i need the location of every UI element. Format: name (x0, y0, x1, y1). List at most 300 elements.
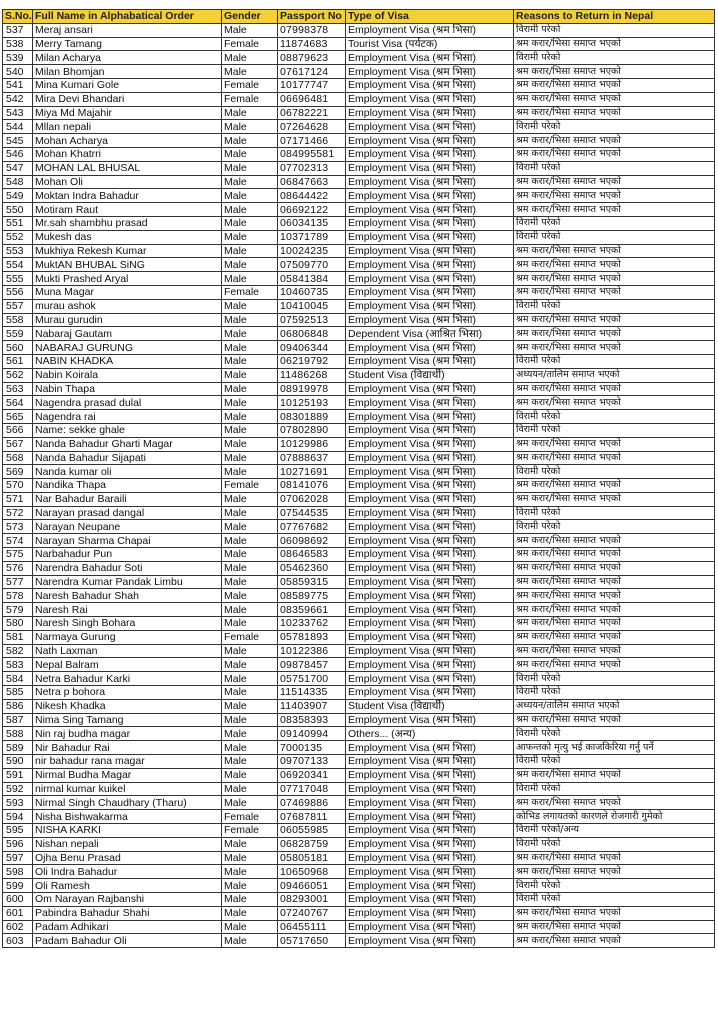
full-name-cell: Milan Acharya (33, 51, 222, 65)
full-name-cell: murau ashok (33, 299, 222, 313)
visa-type-cell: Employment Visa (श्रम भिसा) (346, 120, 514, 134)
serial-number-cell: 565 (3, 410, 33, 424)
serial-number-cell: 597 (3, 851, 33, 865)
table-row (3, 824, 715, 838)
serial-number-cell: 553 (3, 244, 33, 258)
gender-cell: Male (222, 520, 278, 534)
serial-number-cell: 577 (3, 575, 33, 589)
return-reason-cell: विरामी परेको (514, 506, 715, 520)
table-row (3, 313, 715, 327)
visa-type-cell: Employment Visa (श्रम भिसा) (346, 713, 514, 727)
full-name-cell: Naresh Bahadur Shah (33, 589, 222, 603)
visa-type-cell: Employment Visa (श्रम भिसा) (346, 78, 514, 92)
passport-number-cell: 10233762 (278, 617, 346, 631)
visa-type-cell: Employment Visa (श्रम भिसा) (346, 630, 514, 644)
return-reason-cell: श्रम करार/भिसा समाप्त भएको (514, 630, 715, 644)
return-reason-cell: विरामी परेको (514, 893, 715, 907)
return-reason-cell: श्रम करार/भिसा समाप्त भएको (514, 492, 715, 506)
serial-number-cell: 587 (3, 713, 33, 727)
passport-number-cell: 10177747 (278, 78, 346, 92)
gender-cell: Male (222, 768, 278, 782)
table-row (3, 672, 715, 686)
full-name-cell: Oli Indra Bahadur (33, 865, 222, 879)
visa-type-cell: Employment Visa (श्रम भिसा) (346, 534, 514, 548)
serial-number-cell: 602 (3, 920, 33, 934)
full-name-cell: Nath Laxman (33, 644, 222, 658)
passport-number-cell: 07687811 (278, 810, 346, 824)
gender-cell: Male (222, 865, 278, 879)
full-name-cell: Narbahadur Pun (33, 548, 222, 562)
passport-number-cell: 09878457 (278, 658, 346, 672)
return-reason-cell: श्रम करार/भिसा समाप्त भएको (514, 396, 715, 410)
return-reason-cell: श्रम करार/भिसा समाप्त भएको (514, 437, 715, 451)
gender-cell: Male (222, 837, 278, 851)
visa-type-cell: Student Visa (विद्यार्थी) (346, 699, 514, 713)
serial-number-cell: 592 (3, 782, 33, 796)
serial-number-cell: 557 (3, 299, 33, 313)
serial-number-cell: 583 (3, 658, 33, 672)
visa-type-cell: Employment Visa (श्रम भिसा) (346, 741, 514, 755)
serial-number-cell: 601 (3, 906, 33, 920)
return-reason-cell: श्रम करार/भिसा समाप्त भएको (514, 78, 715, 92)
full-name-cell: MuktAN BHUBAL SiNG (33, 258, 222, 272)
passport-number-cell: 07544535 (278, 506, 346, 520)
return-reason-cell: श्रम करार/भिसा समाप्त भएको (514, 575, 715, 589)
gender-cell: Male (222, 299, 278, 313)
table-row (3, 285, 715, 299)
return-reason-cell: अध्ययन/तालिम समाप्त भएको (514, 368, 715, 382)
passport-number-cell: 06219792 (278, 354, 346, 368)
table-row (3, 686, 715, 700)
passport-number-cell: 07702313 (278, 161, 346, 175)
visa-type-cell: Employment Visa (श्रम भिसा) (346, 244, 514, 258)
serial-number-cell: 544 (3, 120, 33, 134)
gender-cell: Male (222, 699, 278, 713)
gender-cell: Male (222, 934, 278, 948)
table-row (3, 934, 715, 948)
table-row (3, 506, 715, 520)
return-reason-cell: विरामी परेको (514, 51, 715, 65)
full-name-cell: Mr.sah shambhu prasad (33, 216, 222, 230)
serial-number-cell: 549 (3, 189, 33, 203)
serial-number-cell: 603 (3, 934, 33, 948)
table-row (3, 893, 715, 907)
return-reason-cell: श्रम करार/भिसा समाप्त भएको (514, 934, 715, 948)
full-name-cell: Nagendra prasad dulal (33, 396, 222, 410)
visa-type-cell: Employment Visa (श्रम भिसा) (346, 824, 514, 838)
passport-number-cell: 08293001 (278, 893, 346, 907)
table-row (3, 134, 715, 148)
passport-number-cell: 06828759 (278, 837, 346, 851)
gender-cell: Male (222, 120, 278, 134)
gender-cell: Male (222, 368, 278, 382)
table-row (3, 630, 715, 644)
passport-number-cell: 06920341 (278, 768, 346, 782)
gender-cell: Male (222, 437, 278, 451)
return-reason-cell: विरामी परेको (514, 727, 715, 741)
passport-number-cell: 09406344 (278, 341, 346, 355)
serial-number-cell: 580 (3, 617, 33, 631)
table-row (3, 120, 715, 134)
serial-number-cell: 550 (3, 203, 33, 217)
full-name-cell: Nisha Bishwakarma (33, 810, 222, 824)
header-sn: S.No. (3, 10, 33, 24)
passport-number-cell: 09466051 (278, 879, 346, 893)
visa-type-cell: Employment Visa (श्रम भिसा) (346, 106, 514, 120)
return-reason-cell: श्रम करार/भिसा समाप्त भएको (514, 851, 715, 865)
table-row (3, 203, 715, 217)
full-name-cell: Narayan prasad dangal (33, 506, 222, 520)
serial-number-cell: 543 (3, 106, 33, 120)
table-row (3, 382, 715, 396)
gender-cell: Female (222, 630, 278, 644)
serial-number-cell: 552 (3, 230, 33, 244)
serial-number-cell: 586 (3, 699, 33, 713)
return-reason-cell: श्रम करार/भिसा समाप्त भएको (514, 313, 715, 327)
serial-number-cell: 594 (3, 810, 33, 824)
full-name-cell: NABIN KHADKA (33, 354, 222, 368)
visa-type-cell: Employment Visa (श्रम भिसा) (346, 203, 514, 217)
gender-cell: Male (222, 396, 278, 410)
return-reason-cell: विरामी परेको (514, 782, 715, 796)
gender-cell: Male (222, 672, 278, 686)
passport-number-cell: 08879623 (278, 51, 346, 65)
table-row (3, 617, 715, 631)
passport-number-cell: 08301889 (278, 410, 346, 424)
serial-number-cell: 573 (3, 520, 33, 534)
table-row (3, 796, 715, 810)
passport-number-cell: 10460735 (278, 285, 346, 299)
table-row (3, 520, 715, 534)
table-row (3, 920, 715, 934)
full-name-cell: Mukhiya Rekesh Kumar (33, 244, 222, 258)
table-row (3, 810, 715, 824)
gender-cell: Male (222, 65, 278, 79)
serial-number-cell: 546 (3, 147, 33, 161)
full-name-cell: nirmal kumar kuikel (33, 782, 222, 796)
return-reason-cell: विरामी परेको (514, 120, 715, 134)
return-reason-cell: श्रम करार/भिसा समाप्त भएको (514, 175, 715, 189)
return-reason-cell: श्रम करार/भिसा समाप्त भएको (514, 479, 715, 493)
serial-number-cell: 560 (3, 341, 33, 355)
gender-cell: Female (222, 285, 278, 299)
passport-number-cell: 08646583 (278, 548, 346, 562)
return-reason-cell: श्रम करार/भिसा समाप्त भएको (514, 906, 715, 920)
full-name-cell: Oli Ramesh (33, 879, 222, 893)
return-reason-cell: विरामी परेको (514, 879, 715, 893)
full-name-cell: Mira Devi Bhandari (33, 92, 222, 106)
return-reason-cell: श्रम करार/भिसा समाप्त भएको (514, 327, 715, 341)
visa-type-cell: Others... (अन्य) (346, 727, 514, 741)
table-row (3, 65, 715, 79)
gender-cell: Male (222, 851, 278, 865)
serial-number-cell: 585 (3, 686, 33, 700)
visa-type-cell: Employment Visa (श्रम भिसा) (346, 410, 514, 424)
table-row (3, 451, 715, 465)
visa-type-cell: Employment Visa (श्रम भिसा) (346, 437, 514, 451)
visa-type-cell: Employment Visa (श्रम भिसा) (346, 686, 514, 700)
visa-type-cell: Employment Visa (श्रम भिसा) (346, 396, 514, 410)
gender-cell: Female (222, 92, 278, 106)
gender-cell: Male (222, 603, 278, 617)
passport-number-cell: 06055985 (278, 824, 346, 838)
passport-number-cell: 05781893 (278, 630, 346, 644)
visa-type-cell: Employment Visa (श्रम भिसा) (346, 644, 514, 658)
return-reason-cell: श्रम करार/भिसा समाप्त भएको (514, 589, 715, 603)
full-name-cell: Motiram Raut (33, 203, 222, 217)
passport-number-cell: 10125193 (278, 396, 346, 410)
return-reason-cell: श्रम करार/भिसा समाप्त भएको (514, 244, 715, 258)
gender-cell: Male (222, 147, 278, 161)
full-name-cell: Narendra Kumar Pandak Limbu (33, 575, 222, 589)
table-row (3, 755, 715, 769)
table-row (3, 272, 715, 286)
serial-number-cell: 599 (3, 879, 33, 893)
serial-number-cell: 570 (3, 479, 33, 493)
gender-cell: Male (222, 658, 278, 672)
table-row (3, 396, 715, 410)
return-reason-cell: श्रम करार/भिसा समाप्त भएको (514, 534, 715, 548)
full-name-cell: Pabindra Bahadur Shahi (33, 906, 222, 920)
passport-number-cell: 07888637 (278, 451, 346, 465)
passport-number-cell: 10271691 (278, 465, 346, 479)
return-reason-cell: श्रम करार/भिसा समाप्त भएको (514, 285, 715, 299)
passport-number-cell: 11514335 (278, 686, 346, 700)
full-name-cell: Nirmal Budha Magar (33, 768, 222, 782)
table-row (3, 327, 715, 341)
return-reason-cell: विरामी परेको (514, 686, 715, 700)
return-reason-cell: श्रम करार/भिसा समाप्त भएको (514, 272, 715, 286)
gender-cell: Male (222, 230, 278, 244)
passport-number-cell: 07264628 (278, 120, 346, 134)
gender-cell: Male (222, 23, 278, 37)
table-row (3, 548, 715, 562)
passport-number-cell: 08358393 (278, 713, 346, 727)
full-name-cell: Narayan Sharma Chapai (33, 534, 222, 548)
return-reason-cell: कोभिड लगायतको कारणले रोजगारी गुमेको (514, 810, 715, 824)
serial-number-cell: 588 (3, 727, 33, 741)
full-name-cell: Nishan nepali (33, 837, 222, 851)
table-row (3, 906, 715, 920)
full-name-cell: Nir Bahadur Rai (33, 741, 222, 755)
gender-cell: Male (222, 548, 278, 562)
passport-number-cell: 06455111 (278, 920, 346, 934)
gender-cell: Female (222, 78, 278, 92)
passport-number-cell: 07062028 (278, 492, 346, 506)
passport-number-cell: 06806848 (278, 327, 346, 341)
serial-number-cell: 539 (3, 51, 33, 65)
visa-type-cell: Employment Visa (श्रम भिसा) (346, 354, 514, 368)
return-reason-cell: विरामी परेको/अन्य (514, 824, 715, 838)
visa-type-cell: Employment Visa (श्रम भिसा) (346, 617, 514, 631)
return-reason-cell: श्रम करार/भिसा समाप्त भएको (514, 382, 715, 396)
visa-type-cell: Employment Visa (श्रम भिसा) (346, 906, 514, 920)
passport-number-cell: 05841384 (278, 272, 346, 286)
full-name-cell: Mukti Prashed Aryal (33, 272, 222, 286)
serial-number-cell: 541 (3, 78, 33, 92)
passport-number-cell: 07767682 (278, 520, 346, 534)
return-reason-cell: श्रम करार/भिसा समाप्त भएको (514, 617, 715, 631)
visa-type-cell: Employment Visa (श्रम भिसा) (346, 189, 514, 203)
visa-type-cell: Employment Visa (श्रम भिसा) (346, 934, 514, 948)
full-name-cell: Netra Bahadur Karki (33, 672, 222, 686)
visa-type-cell: Employment Visa (श्रम भिसा) (346, 589, 514, 603)
table-row (3, 354, 715, 368)
header-reason: Reasons to Return in Nepal (514, 10, 715, 24)
return-reason-cell: श्रम करार/भिसा समाप्त भएको (514, 147, 715, 161)
visa-type-cell: Employment Visa (श्रम भिसा) (346, 147, 514, 161)
full-name-cell: Milan Bhomjan (33, 65, 222, 79)
visa-type-cell: Employment Visa (श्रम भिसा) (346, 285, 514, 299)
full-name-cell: Moktan Indra Bahadur (33, 189, 222, 203)
visa-type-cell: Employment Visa (श्रम भिसा) (346, 865, 514, 879)
full-name-cell: Nanda kumar oli (33, 465, 222, 479)
gender-cell: Male (222, 644, 278, 658)
gender-cell: Male (222, 617, 278, 631)
passport-number-cell: 05859315 (278, 575, 346, 589)
table-row (3, 161, 715, 175)
return-reason-cell: विरामी परेको (514, 216, 715, 230)
gender-cell: Male (222, 575, 278, 589)
return-reason-cell: श्रम करार/भिसा समाप्त भएको (514, 658, 715, 672)
serial-number-cell: 554 (3, 258, 33, 272)
gender-cell: Male (222, 244, 278, 258)
visa-type-cell: Employment Visa (श्रम भिसा) (346, 258, 514, 272)
table-row (3, 644, 715, 658)
return-reason-cell: श्रम करार/भिसा समाप्त भएको (514, 106, 715, 120)
visa-type-cell: Employment Visa (श्रम भिसा) (346, 479, 514, 493)
full-name-cell: Nabin Koirala (33, 368, 222, 382)
visa-type-cell: Employment Visa (श्रम भिसा) (346, 492, 514, 506)
full-name-cell: Nepal Balram (33, 658, 222, 672)
serial-number-cell: 572 (3, 506, 33, 520)
gender-cell: Female (222, 479, 278, 493)
return-reason-cell: विरामी परेको (514, 410, 715, 424)
gender-cell: Male (222, 561, 278, 575)
passport-number-cell: 08359661 (278, 603, 346, 617)
serial-number-cell: 540 (3, 65, 33, 79)
gender-cell: Male (222, 216, 278, 230)
gender-cell: Male (222, 534, 278, 548)
header-gender: Gender (222, 10, 278, 24)
passport-number-cell: 06098692 (278, 534, 346, 548)
full-name-cell: Nikesh Khadka (33, 699, 222, 713)
serial-number-cell: 600 (3, 893, 33, 907)
serial-number-cell: 545 (3, 134, 33, 148)
header-passport: Passport No (278, 10, 346, 24)
table-row (3, 92, 715, 106)
table-row (3, 851, 715, 865)
serial-number-cell: 561 (3, 354, 33, 368)
visa-type-cell: Employment Visa (श्रम भिसा) (346, 161, 514, 175)
passport-number-cell: 10371789 (278, 230, 346, 244)
table-row (3, 713, 715, 727)
passport-number-cell: 08141076 (278, 479, 346, 493)
gender-cell: Male (222, 713, 278, 727)
table-row (3, 175, 715, 189)
gender-cell: Male (222, 893, 278, 907)
serial-number-cell: 548 (3, 175, 33, 189)
header-name: Full Name in Alphabatical Order (33, 10, 222, 24)
passport-number-cell: 10410045 (278, 299, 346, 313)
return-reason-cell: श्रम करार/भिसा समाप्त भएको (514, 603, 715, 617)
return-reason-cell: श्रम करार/भिसा समाप्त भएको (514, 189, 715, 203)
table-row (3, 78, 715, 92)
passport-number-cell: 07617124 (278, 65, 346, 79)
visa-type-cell: Employment Visa (श्रम भिसा) (346, 782, 514, 796)
serial-number-cell: 547 (3, 161, 33, 175)
table-row (3, 258, 715, 272)
serial-number-cell: 556 (3, 285, 33, 299)
table-row (3, 492, 715, 506)
serial-number-cell: 559 (3, 327, 33, 341)
visa-type-cell: Employment Visa (श्रम भिसा) (346, 561, 514, 575)
table-row (3, 147, 715, 161)
gender-cell: Male (222, 755, 278, 769)
return-reason-cell: विरामी परेको (514, 23, 715, 37)
full-name-cell: Nar Bahadur Baraili (33, 492, 222, 506)
gender-cell: Male (222, 686, 278, 700)
table-row (3, 741, 715, 755)
gender-cell: Male (222, 506, 278, 520)
table-row (3, 534, 715, 548)
passport-number-cell: 06782221 (278, 106, 346, 120)
serial-number-cell: 563 (3, 382, 33, 396)
full-name-cell: Ojha Benu Prasad (33, 851, 222, 865)
gender-cell: Male (222, 589, 278, 603)
table-row (3, 837, 715, 851)
serial-number-cell: 581 (3, 630, 33, 644)
full-name-cell: Nanda Bahadur Gharti Magar (33, 437, 222, 451)
full-name-cell: Miya Md Majahir (33, 106, 222, 120)
passport-number-cell: 07509770 (278, 258, 346, 272)
table-row (3, 575, 715, 589)
visa-type-cell: Employment Visa (श्रम भिसा) (346, 341, 514, 355)
table-row (3, 423, 715, 437)
table-row (3, 479, 715, 493)
table-row (3, 727, 715, 741)
full-name-cell: NABARAJ GURUNG (33, 341, 222, 355)
returnee-table (2, 9, 715, 948)
gender-cell: Male (222, 175, 278, 189)
passport-number-cell: 07717048 (278, 782, 346, 796)
passport-number-cell: 11486268 (278, 368, 346, 382)
serial-number-cell: 551 (3, 216, 33, 230)
gender-cell: Male (222, 134, 278, 148)
gender-cell: Male (222, 258, 278, 272)
serial-number-cell: 574 (3, 534, 33, 548)
visa-type-cell: Employment Visa (श्रम भिसा) (346, 755, 514, 769)
full-name-cell: Nirmal Singh Chaudhary (Tharu) (33, 796, 222, 810)
table-row (3, 782, 715, 796)
full-name-cell: Padam Bahadur Oli (33, 934, 222, 948)
passport-number-cell: 05717650 (278, 934, 346, 948)
serial-number-cell: 576 (3, 561, 33, 575)
table-row (3, 410, 715, 424)
return-reason-cell: श्रम करार/भिसा समाप्त भएको (514, 920, 715, 934)
gender-cell: Male (222, 341, 278, 355)
gender-cell: Male (222, 465, 278, 479)
return-reason-cell: श्रम करार/भिसा समाप्त भएको (514, 37, 715, 51)
passport-number-cell: 06692122 (278, 203, 346, 217)
table-row (3, 37, 715, 51)
full-name-cell: Mohan Oli (33, 175, 222, 189)
full-name-cell: Nabin Thapa (33, 382, 222, 396)
gender-cell: Male (222, 313, 278, 327)
return-reason-cell: श्रम करार/भिसा समाप्त भएको (514, 92, 715, 106)
return-reason-cell: विरामी परेको (514, 423, 715, 437)
visa-type-cell: Employment Visa (श्रम भिसा) (346, 299, 514, 313)
